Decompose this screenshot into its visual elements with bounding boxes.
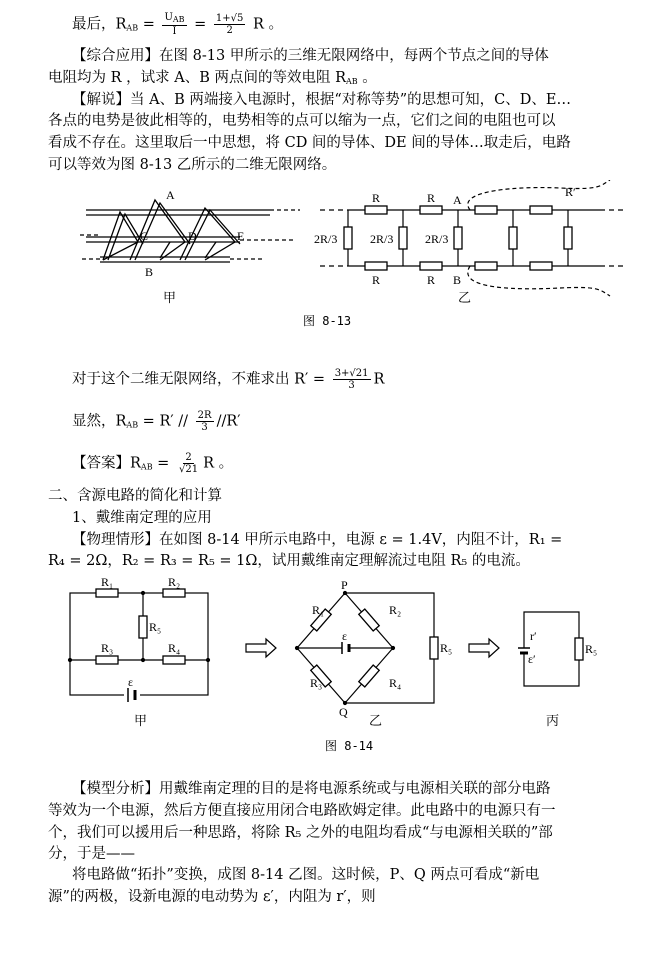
bing-resistor — [575, 638, 583, 660]
subsection-heading-2-1: 1、戴维南定理的应用 — [72, 510, 212, 526]
ladder-label-2r3-1: 2R/3 — [314, 232, 338, 246]
arrow-right-2 — [469, 639, 499, 657]
yi-label-r4: R₄ — [389, 676, 402, 690]
ladder-label-r-bot-1: R — [372, 273, 381, 287]
jia-label-r4: R₄ — [168, 641, 181, 655]
jia-label-r5: R₅ — [149, 620, 162, 634]
solution-line-3: 看成不存在。这里取后一中思想，将 CD 间的导体、DE 间的导体…取走后，电路 — [48, 135, 571, 151]
figure-8-14-jia-circuit — [70, 593, 208, 702]
equation-r-prime: 对于这个二维无限网络，不难求出 R′ = $\frac{3+√21}{3}$ R — [72, 368, 385, 391]
bing-label-eps-prime: ε′ — [528, 652, 536, 666]
caption-fig-8-13: 图 8-13 — [303, 314, 352, 328]
solution-line-2: 各点的电势是彼此相等的，电势相等的点可以缩为一点，它们之间的电阻也可以 — [48, 113, 556, 129]
model-line-2: 等效为一个电源，然后方便直接应用闭合电路欧姆定律。此电路中的电源只有一 — [48, 803, 556, 819]
section-heading-2: 二、含源电路的简化和计算 — [48, 488, 222, 504]
ladder-label-r-bot-2: R — [427, 273, 436, 287]
yi-label-r2: R₂ — [389, 603, 402, 617]
physics-line-1: 【物理情形】在如图 8-14 甲所示电路中，电源 ε = 1.4V，内阻不计，R₁ = — [72, 532, 563, 548]
yi-label-p: P — [341, 578, 348, 592]
model-line-6: 源”的两极，设新电源的电动势为 ε′，内阻为 r′，则 — [48, 889, 376, 905]
figure-8-13 — [0, 180, 666, 330]
yi-label-eps: ε — [342, 629, 348, 643]
ladder-label-2r3-2: 2R/3 — [370, 232, 394, 246]
application-line-1: 【综合应用】在图 8-13 甲所示的三维无限网络中，每两个节点之间的导体 — [72, 48, 549, 64]
label-r-prime: R′ — [565, 185, 576, 199]
yi-label-q: Q — [339, 705, 348, 719]
ladder-label-2r3-3: 2R/3 — [425, 232, 449, 246]
figure-8-14-bing-circuit — [518, 612, 579, 686]
ladder-label-r-top-1: R — [372, 191, 381, 205]
jia-label-r3: R₃ — [101, 641, 114, 655]
bing-label-r-prime: r′ — [530, 629, 537, 643]
solution-line-1: 【解说】当 A、B 两端接入电源时，根据“对称等势”的思想可知，C、D、E… — [72, 92, 571, 108]
label-jia-814: 甲 — [134, 713, 148, 728]
jia-label-eps: ε — [128, 675, 134, 689]
yi-label-r3: R₃ — [310, 676, 323, 690]
equation-rab-result: 最后，$R_{AB}$ = $\frac{U_{AB}}{I}$ = $\frac{1+√5}{2}$ R 。 — [72, 12, 284, 37]
model-line-4: 分，于是—— — [48, 846, 135, 862]
label-jia-813: 甲 — [163, 290, 177, 305]
jia-label-r1: R₁ — [101, 576, 114, 589]
bing-label-r5: R₅ — [585, 642, 598, 656]
physics-line-2: R₄ = 2Ω，R₂ = R₃ = R₅ = 1Ω，试用戴维南定理解流过电阻 R₅ 的电流。 — [48, 553, 530, 569]
yi-label-r1: R₁ — [312, 603, 325, 617]
model-line-3: 个，我们可以援用后一种思路，将除 R₅ 之外的电阻均看成“与电源相关联的”部 — [48, 825, 553, 841]
answer-line: 【答案】$R_{AB}$ = $\frac{2}{√21}$ R 。 — [72, 452, 234, 475]
label-c: C — [140, 229, 149, 243]
label-e: E — [237, 229, 245, 243]
label-a-jia: A — [166, 188, 175, 202]
label-b-jia: B — [145, 265, 154, 279]
equation-rab-parallel: 显然，$R_{AB} = R'$ // $\frac{2R}{3}$ //R′ — [72, 410, 241, 433]
ladder-label-r-top-2: R — [427, 191, 436, 205]
label-bing-814: 丙 — [546, 713, 560, 728]
figure-8-14 — [0, 576, 666, 736]
label-a-yi: A — [453, 193, 462, 207]
application-line-2: 电阻均为 R ，试求 A、B 两点间的等效电阻 $R_{AB}$ 。 — [48, 70, 377, 86]
label-yi-814: 乙 — [369, 713, 383, 728]
model-line-5: 将电路做“拓扑”变换，成图 8-14 乙图。这时候，P、Q 两点可看成“新电 — [72, 867, 540, 883]
model-line-1: 【模型分析】用戴维南定理的目的是将电源系统或与电源相关联的部分电路 — [72, 781, 551, 797]
label-d: D — [188, 229, 197, 243]
caption-fig-8-14: 图 8-14 — [325, 739, 374, 753]
figure-8-13-yi-ladder — [320, 180, 625, 296]
yi-label-r5: R₅ — [440, 641, 453, 655]
label-yi-813: 乙 — [458, 290, 472, 305]
label-b-yi: B — [453, 273, 462, 287]
arrow-right-1 — [246, 639, 276, 657]
jia-label-r2: R₂ — [168, 576, 181, 589]
solution-line-4: 可以等效为图 8-13 乙所示的二维无限网络。 — [48, 157, 337, 173]
